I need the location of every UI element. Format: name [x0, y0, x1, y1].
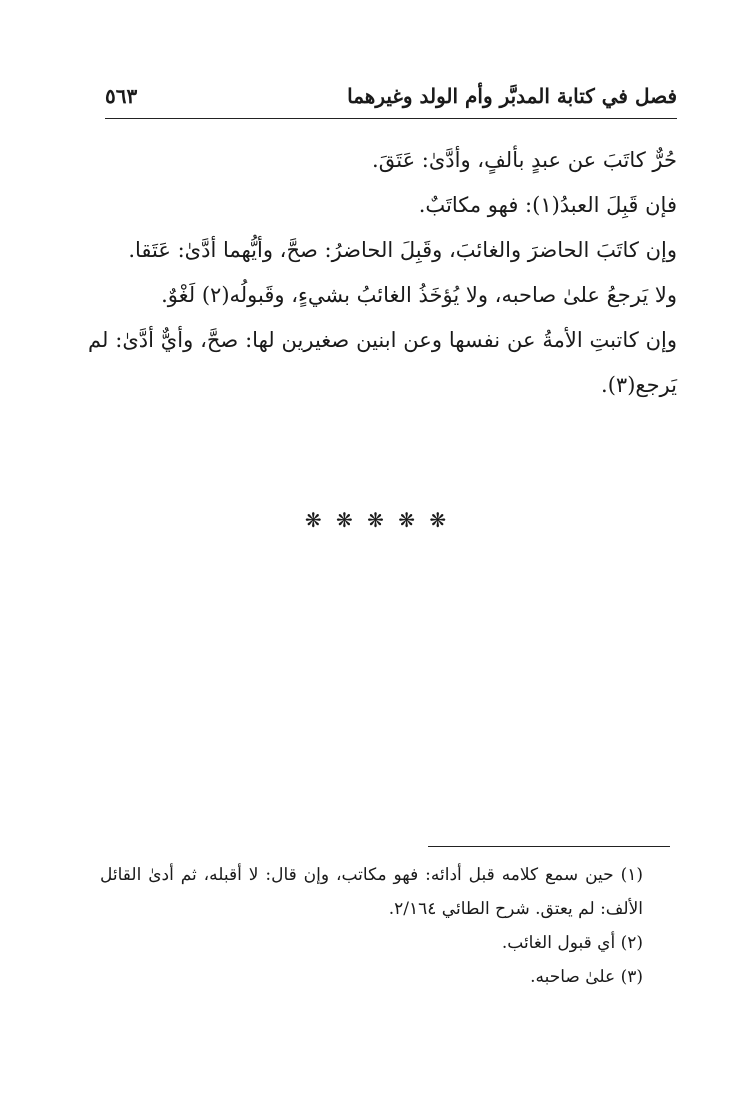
paragraph-1: حُرٌّ كاتَبَ عن عبدٍ بألفٍ، وأدَّىٰ: عَتَقَ. — [372, 148, 677, 172]
footnote-1: (١) حين سمع كلامه قبل أدائه: فهو مكاتب، وإن قال: لا أقبله، ثم أدىٰ القائل الألف: لم يعتق. شرح الطائي ٢/١٦٤. — [100, 865, 643, 919]
paragraph-3: وإن كاتَبَ الحاضرَ والغائبَ، وقَبِلَ الحاضرُ: صحَّ، وأيُّهما أدَّىٰ: عَتَقا. — [128, 238, 677, 262]
running-header — [105, 78, 677, 119]
chapter-title: فصل في كتابة المدبَّر وأم الولد وغيرهما — [347, 84, 677, 108]
paragraph-5: وإن كاتبتِ الأمةُ عن نفسها وعن ابنين صغيرين لها: صحَّ، وأيٌّ أدَّىٰ: لم يَرجع(٣). — [88, 328, 677, 397]
paragraph-2: فإن قَبِلَ العبدُ(١): فهو مكاتَبٌ. — [418, 193, 677, 217]
footnotes — [100, 858, 673, 994]
footnote-3: (٣) علىٰ صاحبه. — [530, 967, 643, 987]
page-number: ٥٦٣ — [105, 84, 138, 108]
paragraph-4: ولا يَرجعُ علىٰ صاحبه، ولا يُؤخَذُ الغائبُ بشيءٍ، وقَبولُه(٢) لَغْوٌ. — [161, 283, 677, 307]
footnote-rule — [428, 846, 670, 847]
footnote-2: (٢) أي قبول الغائب. — [501, 933, 643, 953]
main-text — [88, 138, 677, 408]
section-separator: ❋ ❋ ❋ ❋ ❋ — [304, 508, 451, 532]
